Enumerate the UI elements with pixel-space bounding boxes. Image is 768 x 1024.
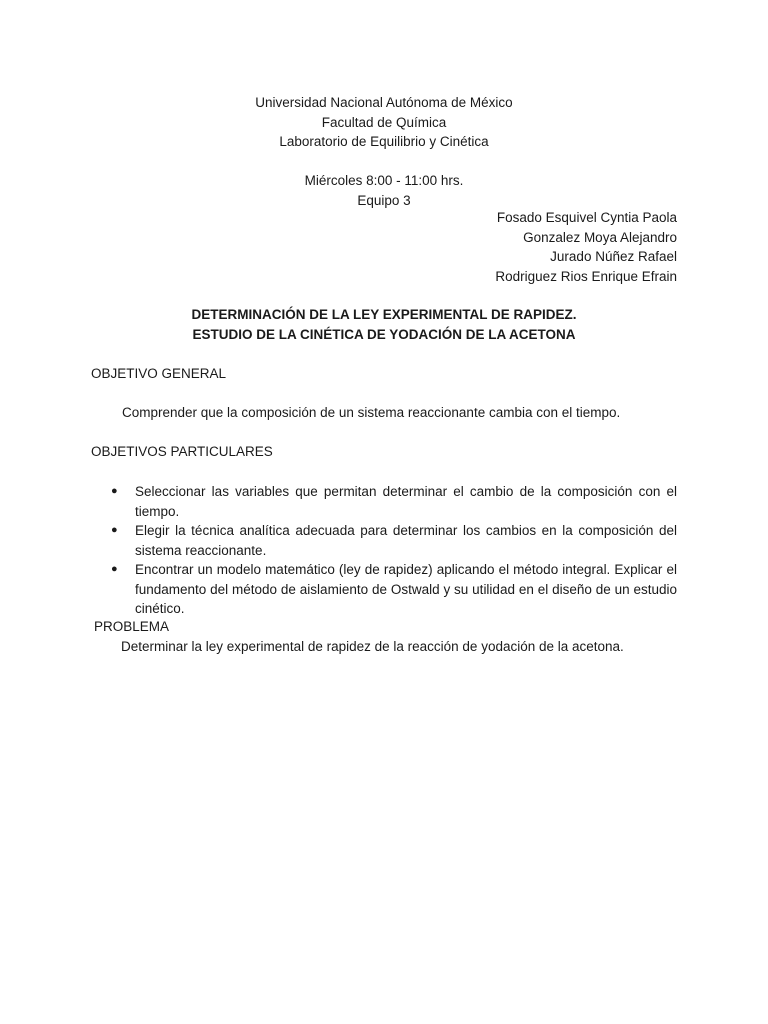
laboratory-name: Laboratorio de Equilibrio y Cinética — [279, 134, 489, 149]
problem-heading: PROBLEMA — [94, 619, 170, 634]
schedule: Miércoles 8:00 - 11:00 hrs. — [304, 173, 464, 188]
objective-text: Encontrar un modelo matemático (ley de rapidez) aplicando el método integral. Explicar el fundamento del método de aislamiento de Ostwald y su utilidad en el diseño de un estudio cinético. — [135, 562, 677, 616]
document-header — [0, 93, 768, 210]
list-item — [91, 482, 677, 521]
bullet-icon: ● — [111, 485, 118, 497]
objective-text: Elegir la técnica analítica adecuada para determinar los cambios en la composición del sistema reaccionante. — [135, 523, 677, 558]
document-title — [0, 305, 768, 344]
title-line-1: DETERMINACIÓN DE LA LEY EXPERIMENTAL DE RAPIDEZ. — [191, 307, 577, 322]
particular-objectives-list — [91, 482, 677, 619]
author-name: Fosado Esquivel Cyntia Paola — [496, 210, 677, 225]
team-number: Equipo 3 — [357, 192, 411, 208]
author-name: Gonzalez Moya Alejandro — [523, 229, 677, 245]
header-spacer — [0, 152, 768, 172]
problem-text: Determinar la ley experimental de rapidez de la reacción de yodación de la acetona. — [121, 639, 624, 654]
author-list — [495, 208, 677, 286]
general-objective-text: Comprender que la composición de un sistema reaccionante cambia con el tiempo. — [122, 405, 621, 420]
bullet-icon: ● — [111, 524, 118, 536]
general-objective-heading: OBJETIVO GENERAL — [91, 366, 227, 381]
particular-objectives-heading: OBJETIVOS PARTICULARES — [91, 444, 273, 459]
title-line-2: ESTUDIO DE LA CINÉTICA DE YODACIÓN DE LA ACETONA — [192, 326, 576, 342]
author-name: Rodriguez Rios Enrique Efrain — [495, 268, 677, 284]
author-name: Jurado Núñez Rafael — [550, 249, 677, 264]
objective-text: Seleccionar las variables que permitan determinar el cambio de la composición con el tiempo. — [135, 484, 677, 519]
university-name: Universidad Nacional Autónoma de México — [255, 95, 513, 110]
bullet-icon: ● — [111, 563, 118, 575]
faculty-name: Facultad de Química — [321, 114, 447, 130]
list-item — [91, 521, 677, 560]
list-item — [91, 560, 677, 619]
